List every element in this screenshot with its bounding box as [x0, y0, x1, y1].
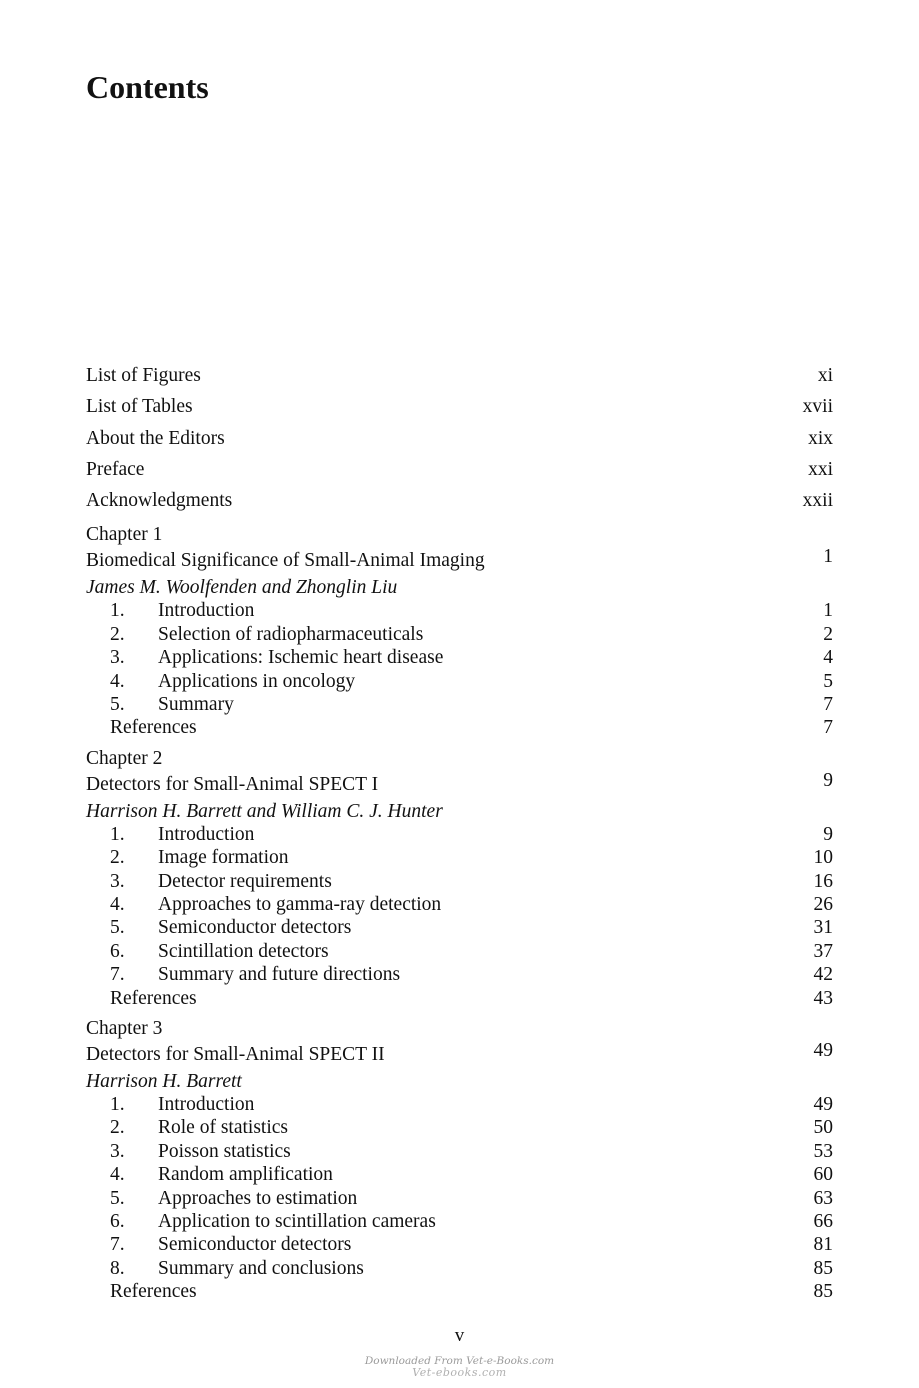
- section-title: Semiconductor detectors: [158, 1234, 352, 1256]
- section-number: 1.: [110, 1093, 125, 1115]
- toc-entry-page: xxi: [808, 458, 833, 480]
- section-entry[interactable]: [86, 963, 833, 986]
- section-number: 1.: [110, 600, 125, 622]
- section-entry[interactable]: [86, 916, 833, 939]
- toc-entry-label: Preface: [86, 458, 145, 480]
- section-page: 9: [823, 823, 833, 845]
- section-page: 37: [813, 940, 833, 962]
- section-number: 3.: [110, 870, 125, 892]
- section-number: 4.: [110, 670, 125, 692]
- toc-entry-acknowledgments[interactable]: [86, 485, 833, 516]
- section-entry[interactable]: [86, 893, 833, 916]
- section-number: 4.: [110, 894, 125, 915]
- section-page: 53: [813, 1140, 833, 1162]
- section-title: Random amplification: [158, 1164, 333, 1186]
- section-entry[interactable]: [86, 1187, 833, 1210]
- section-page: 42: [813, 964, 833, 986]
- section-title: Application to scintillation cameras: [158, 1210, 436, 1232]
- section-title: Introduction: [158, 600, 255, 622]
- chapter-authors: Harrison H. Barrett: [86, 1070, 242, 1092]
- section-number: 7.: [110, 1234, 125, 1256]
- section-title: Introduction: [158, 1093, 255, 1115]
- toc-entry-label: About the Editors: [86, 427, 225, 449]
- section-title: Summary and conclusions: [158, 1257, 364, 1279]
- section-page: 4: [823, 647, 833, 669]
- chapter-title: Detectors for Small-Animal SPECT I: [86, 773, 379, 795]
- section-page: 60: [813, 1164, 833, 1186]
- references-entry[interactable]: [86, 987, 833, 1010]
- section-title: Summary: [158, 694, 234, 716]
- section-entry[interactable]: [86, 646, 833, 669]
- page-number: v: [454, 1325, 465, 1346]
- section-page: 16: [813, 870, 833, 892]
- references-label: References: [110, 717, 197, 739]
- page-title: Contents: [86, 69, 209, 106]
- section-number: 8.: [110, 1257, 125, 1279]
- section-page: 1: [823, 600, 833, 622]
- section-entry[interactable]: [86, 1210, 833, 1233]
- chapter-authors: James M. Woolfenden and Zhonglin Liu: [86, 577, 398, 599]
- chapter-title-entry[interactable]: [86, 769, 833, 800]
- section-number: 3.: [110, 647, 125, 669]
- section-title: Poisson statistics: [158, 1140, 291, 1162]
- chapter-label: Chapter 3: [86, 1017, 163, 1039]
- section-entry[interactable]: [86, 940, 833, 963]
- section-page: 50: [813, 1117, 833, 1139]
- section-title: Scintillation detectors: [158, 940, 329, 962]
- section-number: 4.: [110, 1164, 125, 1186]
- section-title: Summary and future directions: [158, 964, 401, 986]
- toc-entry-about-the-editors[interactable]: [86, 423, 833, 454]
- references-page: 43: [813, 987, 833, 1009]
- section-title: Detector requirements: [158, 870, 332, 892]
- section-number: 3.: [110, 1140, 125, 1162]
- toc-entry-preface[interactable]: [86, 454, 833, 485]
- section-page: 63: [813, 1187, 833, 1209]
- section-page: 10: [813, 847, 833, 869]
- section-page: 5: [823, 670, 833, 692]
- chapter-3: [86, 1016, 833, 1304]
- toc-entry-page: xi: [817, 365, 833, 386]
- chapter-title: Detectors for Small-Animal SPECT II: [86, 1043, 385, 1065]
- section-number: 2.: [110, 623, 125, 645]
- section-number: 2.: [110, 1117, 125, 1139]
- table-of-contents: [86, 360, 833, 1303]
- section-entry[interactable]: [86, 1257, 833, 1280]
- section-entry[interactable]: [86, 1093, 833, 1116]
- section-entry[interactable]: [86, 823, 833, 846]
- section-title: Applications: Ischemic heart disease: [158, 647, 444, 669]
- section-page: 66: [813, 1210, 833, 1232]
- section-title: Approaches to estimation: [158, 1187, 358, 1209]
- chapter-label: Chapter 1: [86, 524, 163, 546]
- section-title: Applications in oncology: [158, 670, 356, 692]
- section-page: 31: [813, 917, 833, 939]
- section-entry[interactable]: [86, 1116, 833, 1139]
- section-page: 49: [813, 1093, 833, 1115]
- chapter-title-entry[interactable]: [86, 1039, 833, 1070]
- references-entry[interactable]: [86, 716, 833, 739]
- section-number: 5.: [110, 694, 125, 716]
- chapter-page: 1: [823, 546, 833, 568]
- chapter-page: 9: [823, 769, 833, 791]
- section-number: 7.: [110, 964, 125, 986]
- section-title: Introduction: [158, 823, 255, 845]
- chapter-title: Biomedical Significance of Small-Animal Imaging: [86, 550, 485, 572]
- section-title: Selection of radiopharmaceuticals: [158, 623, 424, 645]
- chapter-label: Chapter 2: [86, 747, 163, 769]
- section-entry[interactable]: [86, 1140, 833, 1163]
- chapter-page: 49: [813, 1039, 833, 1061]
- section-title: Approaches to gamma-ray detection: [158, 894, 442, 915]
- section-number: 5.: [110, 1187, 125, 1209]
- references-page: 7: [823, 717, 833, 739]
- chapter-title-entry[interactable]: [86, 548, 833, 576]
- section-entry[interactable]: [86, 623, 833, 646]
- watermark-line-2: Vet-ebooks.com: [412, 1366, 507, 1379]
- section-page: 81: [813, 1234, 833, 1256]
- section-number: 5.: [110, 917, 125, 939]
- chapter-authors: Harrison H. Barrett and William C. J. Hunter: [86, 800, 443, 822]
- section-entry[interactable]: [86, 1233, 833, 1256]
- watermark-line-1: Downloaded From Vet-e-Books.com: [364, 1355, 555, 1367]
- section-page: 26: [813, 894, 833, 915]
- toc-entry-label: List of Tables: [86, 396, 193, 418]
- toc-entry-list-of-tables[interactable]: [86, 391, 833, 422]
- front-matter-list: [86, 360, 833, 516]
- section-number: 2.: [110, 847, 125, 869]
- section-number: 6.: [110, 940, 125, 962]
- toc-entry-list-of-figures[interactable]: [86, 360, 833, 391]
- toc-entry-page: xxii: [802, 490, 833, 512]
- references-entry[interactable]: [86, 1280, 833, 1303]
- section-entry[interactable]: [86, 599, 833, 622]
- section-entry[interactable]: [86, 693, 833, 716]
- section-page: 2: [823, 623, 833, 645]
- download-watermark: [0, 1356, 919, 1378]
- toc-entry-page: xix: [808, 427, 833, 449]
- references-label: References: [110, 1281, 197, 1303]
- section-page: 7: [823, 694, 833, 716]
- chapter-1: [86, 522, 833, 739]
- section-number: 1.: [110, 823, 125, 845]
- section-entry[interactable]: [86, 1163, 833, 1186]
- section-entry[interactable]: [86, 870, 833, 893]
- chapter-2: [86, 746, 833, 1010]
- references-label: References: [110, 987, 197, 1009]
- section-title: Role of statistics: [158, 1117, 288, 1139]
- toc-entry-label: Acknowledgments: [86, 490, 233, 512]
- section-title: Semiconductor detectors: [158, 917, 352, 939]
- section-page: 85: [813, 1257, 833, 1279]
- toc-entry-page: xvii: [802, 396, 833, 418]
- section-number: 6.: [110, 1210, 125, 1232]
- section-entry[interactable]: [86, 846, 833, 869]
- section-title: Image formation: [158, 847, 289, 869]
- references-page: 85: [813, 1281, 833, 1303]
- section-entry[interactable]: [86, 670, 833, 693]
- toc-entry-label: List of Figures: [86, 365, 201, 386]
